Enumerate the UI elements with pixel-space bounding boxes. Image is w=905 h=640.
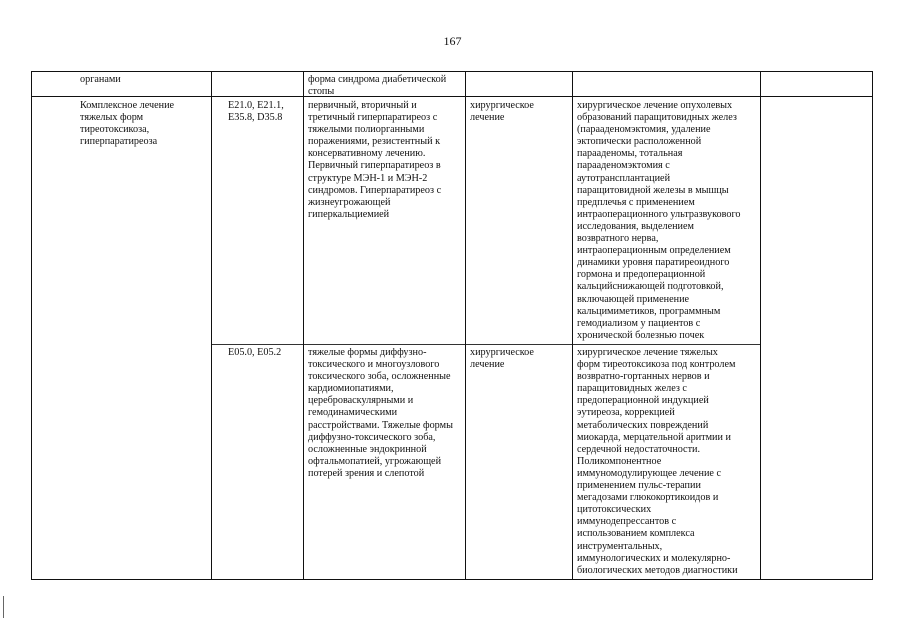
cell-treatment-method: хирургическое лечение тяжелых форм тиреотоксикоза под контролем возвратно-гортанных нервов и паращитовидных желез с предоперационной индукцией эутиреоза, коррекцией метаболических повреждений миокарда, мерцательной аритмии и сердечной недостаточности. Поликомпонентное иммуномодулирующее лечение с применением пульс-терапии мегадозами глюкокортикоидов и цитотоксических иммунодепрессантов с использованием комплекса инструментальных, иммунологических и молекулярно- биологических методов диагностики — [577, 347, 738, 576]
cell-icd-codes: E21.0, E21.1, E35.8, D35.8 — [228, 100, 284, 124]
cell-treatment-type: хирургическое лечение — [470, 347, 534, 371]
column-border-1 — [211, 71, 212, 580]
cell-treatment-method: хирургическое лечение опухолевых образований паращитовидных желез (парааденомэктомия, удаление эктопически расположенной парааденомы, тотальная парааденомэктомия с аутотрансплантацией паращитовидной железы в мышцы предплечья с применением интраоперационного ультразвукового исследования, выделением возвратного нерва, интраоперационным определением динамики уровня паратиреоидного гормона и предоперационной кальцийснижающей подготовкой, включающей применение кальцимиметиков, программным гемодиализом у пациентов с хронической болезнью почек — [577, 100, 741, 341]
column-border-right — [872, 71, 873, 580]
column-border-4 — [572, 71, 573, 580]
table-top-border — [31, 71, 873, 72]
column-border-2 — [303, 71, 304, 580]
cell-patient-model: тяжелые формы диффузно- токсического и многоузлового токсического зоба, осложненные кардиомиопатиями, цереброваскулярными и гемодинамическими расстройствами. Тяжелые формы диффузно-токсического зоба, осложненные эндокринной офтальмопатией, угрожающей потерей зрения и слепотой — [308, 347, 453, 479]
cell-continuation-col1: органами — [80, 74, 121, 85]
cell-procedure-name: Комплексное лечение тяжелых форм тиреотоксикоза, гиперпаратиреоза — [80, 100, 175, 148]
entry-divider — [211, 344, 761, 345]
column-border-left — [31, 71, 32, 580]
page-number: 167 — [443, 34, 462, 48]
cell-icd-codes: E05.0, E05.2 — [228, 347, 282, 358]
column-border-3 — [465, 71, 466, 580]
cell-patient-model: первичный, вторичный и третичный гиперпаратиреоз с тяжелыми полиорганными поражениями, резистентный к консервативному лечению. Первичный гиперпаратиреоз в структуре МЭН-1 и МЭН-2 синдромов. Гиперпаратиреоз с жизнеугрожающей гиперкальциемией — [308, 100, 442, 220]
scan-margin-mark — [3, 596, 4, 618]
column-border-5 — [760, 71, 761, 580]
table-bottom-border — [31, 579, 873, 580]
cell-continuation-col3: форма синдрома диабетической стопы — [308, 74, 447, 98]
cell-treatment-type: хирургическое лечение — [470, 100, 534, 124]
